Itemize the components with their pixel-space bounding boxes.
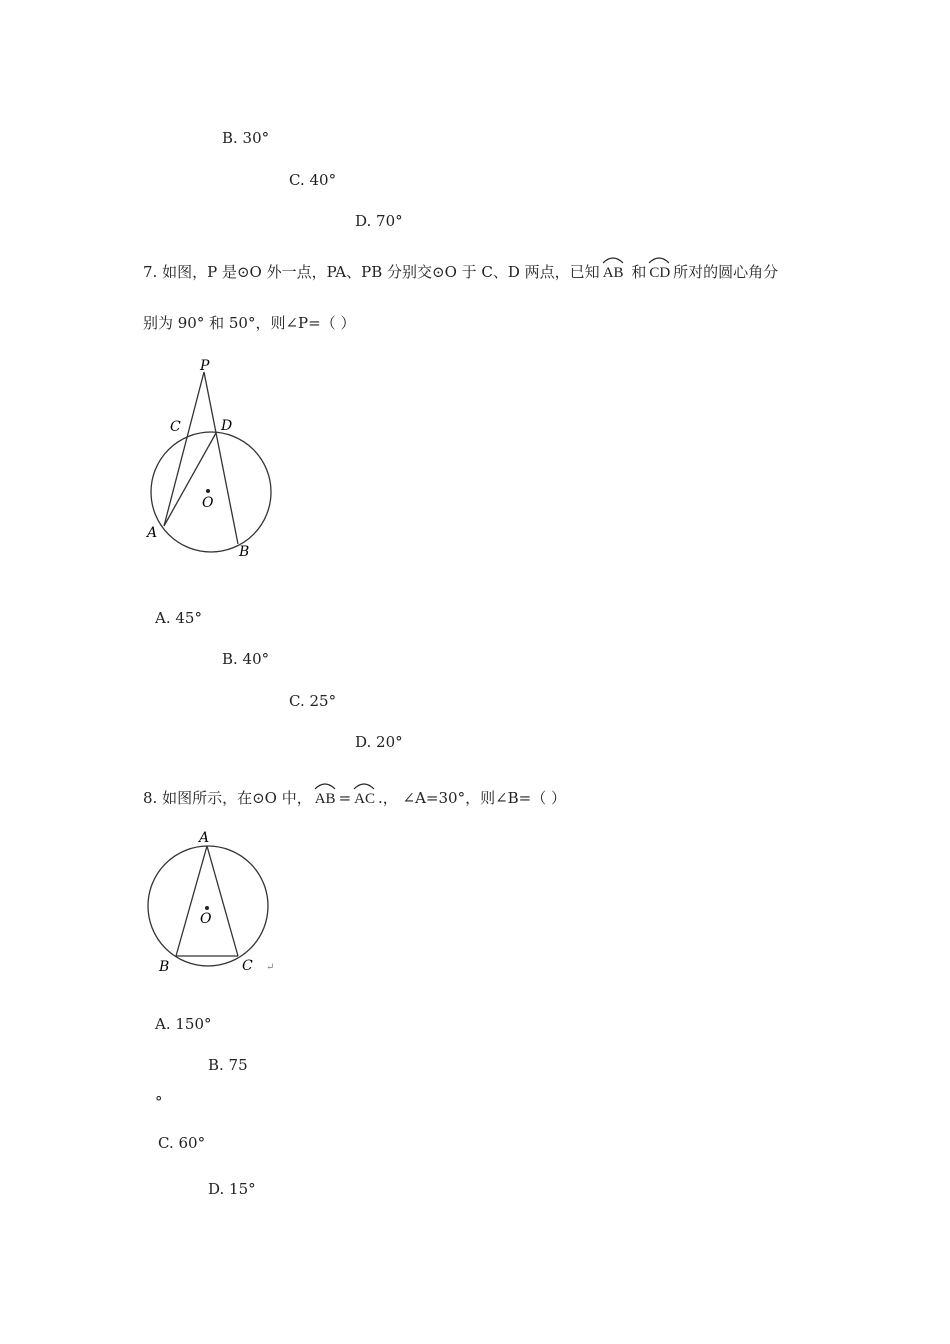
q7-option-c: C. 25° — [289, 692, 337, 710]
q7-label-p: P — [200, 358, 210, 374]
q8-stem — [143, 788, 566, 809]
q8-stem-text-b: .， ∠A=30°，则∠B=（ ） — [377, 789, 567, 807]
q8-circle — [148, 846, 268, 966]
q7-arc-ab — [602, 263, 625, 283]
q7-line-pb — [204, 372, 238, 544]
q7-label-d: D — [221, 418, 233, 434]
q8-stem-text-a: 8. 如图所示，在⊙O 中， — [143, 789, 312, 807]
q8-option-a: A. 150° — [155, 1015, 212, 1033]
q7-center-dot — [206, 489, 210, 493]
q7-option-a: A. 45° — [155, 609, 202, 627]
q7-stem-text-a: 7. 如图，P 是⊙O 外一点，PA、PB 分别交⊙O 于 C、D 两点，已知 — [143, 263, 600, 281]
q7-label-c: C — [170, 419, 181, 435]
q6-option-b: B. 30° — [222, 129, 270, 147]
q6-option-c: C. 40° — [289, 171, 337, 189]
q7-circle — [151, 432, 271, 552]
q7-label-b: B — [239, 544, 250, 560]
q8-label-b: B — [159, 959, 170, 975]
q8-option-b-wrap: ° — [155, 1093, 163, 1111]
q7-stem-text-c: 所对的圆心角分 — [673, 263, 779, 281]
q8-label-a: A — [199, 830, 210, 846]
q8-option-b: B. 75 — [208, 1056, 248, 1074]
q8-arc-ac-label: AC — [354, 791, 375, 807]
q8-center-dot — [205, 906, 209, 910]
q7-figure — [140, 352, 290, 567]
q6-option-d: D. 70° — [355, 212, 403, 230]
q7-option-b: B. 40° — [222, 650, 270, 668]
q7-stem-line1 — [143, 262, 778, 283]
arc-symbol — [314, 780, 336, 790]
q7-stem-text-b: 和 — [631, 263, 647, 281]
q8-equals: = — [338, 789, 352, 807]
q8-line-ac — [207, 846, 238, 956]
arc-symbol — [353, 780, 375, 790]
q8-line-ab — [176, 846, 207, 956]
q7-arc-ab-label: AB — [602, 265, 624, 281]
q8-option-d: D. 15° — [208, 1180, 256, 1198]
q8-arc-ab-label: AB — [314, 791, 336, 807]
q8-arc-ab — [314, 789, 337, 809]
q8-option-c: C. 60° — [158, 1134, 206, 1152]
arc-symbol — [648, 254, 670, 264]
return-mark-icon: ↵ — [266, 962, 275, 973]
q8-arc-ac — [353, 789, 376, 809]
q7-option-d: D. 20° — [355, 733, 403, 751]
q7-arc-cd — [648, 263, 671, 283]
q7-label-o: O — [202, 495, 214, 511]
q7-stem-line2: 别为 90° 和 50°，则∠P=（ ） — [143, 314, 356, 332]
q7-arc-cd-label: CD — [649, 265, 671, 281]
arc-symbol — [602, 254, 624, 264]
q7-label-a: A — [147, 525, 158, 541]
q8-figure — [140, 826, 290, 976]
q8-label-o: O — [200, 911, 212, 927]
q8-label-c: C — [242, 958, 253, 974]
